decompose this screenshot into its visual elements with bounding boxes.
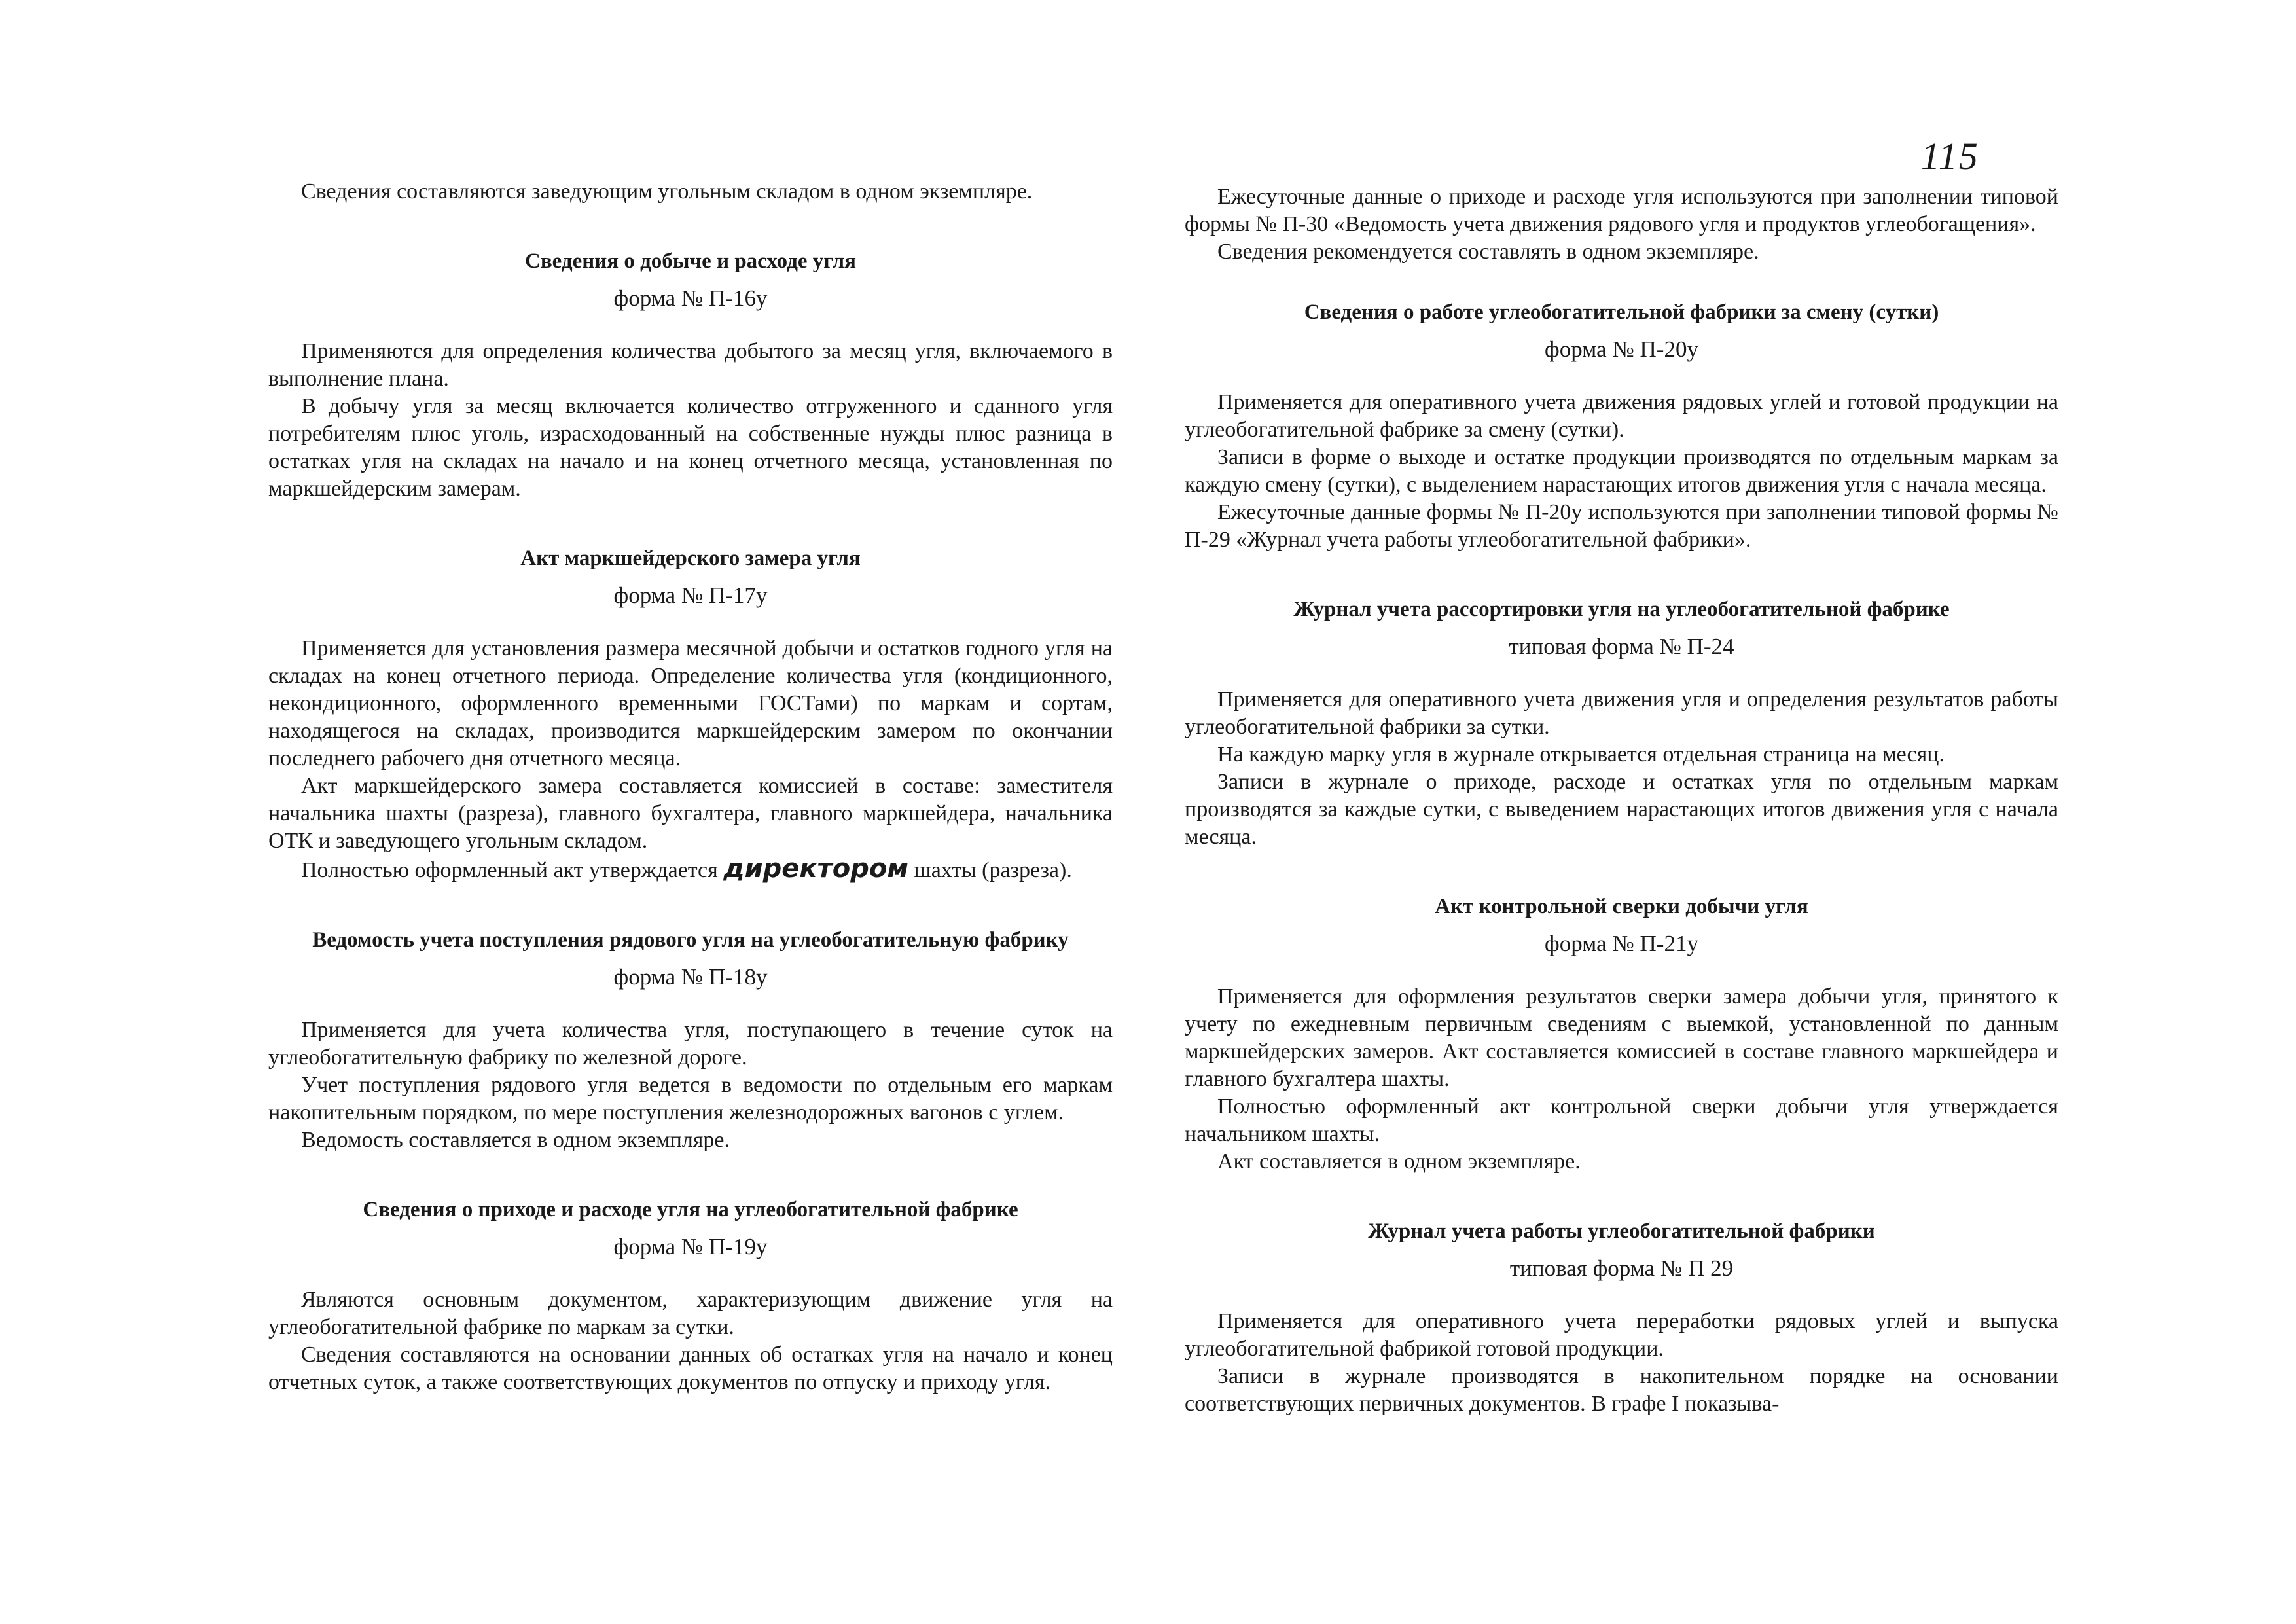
paragraph-text: шахты (разреза).	[914, 858, 1072, 882]
paragraph: Акт маркшейдерского замера составляется комиссией в составе: заместителя начальника шахты (разреза), главного бухгалтера, главного маркшейдера, начальника ОТК и заведующего угольным складом.	[268, 774, 1113, 853]
page-number: 115	[1921, 135, 1979, 177]
paragraph: Записи в журнале производятся в накопительном порядке на основании соответствующих первичных документов. В графе I показыва-	[1185, 1364, 2058, 1416]
paragraph: Учет поступления рядового угля ведется в ведомости по отдельным его маркам накопительным порядком, по мере поступления железнодорожных вагонов с углем.	[268, 1073, 1113, 1125]
form-number: форма № П-19у	[613, 1234, 768, 1259]
paragraph	[268, 855, 1113, 884]
form-number: типовая форма № П-24	[1509, 634, 1734, 659]
section-title: Сведения о работе углеобогатительной фабрики за смену (сутки)	[1304, 300, 1939, 324]
paragraph: Ежесуточные данные формы № П-20у используются при заполнении типовой формы № П-29 «Журнал учета работы углеобогатительной фабрики».	[1185, 500, 2058, 552]
paragraph: Сведения составляются заведующим угольным складом в одном экземпляре.	[301, 179, 1033, 204]
paragraph: Применяется для оформления результатов сверки замера добычи угля, принятого к учету по ежедневным первичным сведениям с выемкой, установленной по данным маркшейдерских замеров. Акт составляется комиссией в составе главного маркшейдера и главного бухгалтера шахты.	[1185, 984, 2058, 1091]
form-number: форма № П-17у	[613, 583, 768, 608]
section-title: Акт маркшейдерского замера угля	[520, 547, 861, 570]
form-number: типовая форма № П 29	[1509, 1255, 1734, 1281]
paragraph: Сведения рекомендуется составлять в одном экземпляре.	[1217, 240, 1759, 264]
paragraph: Применяется для учета количества угля, поступающего в течение суток на углеобогатительную фабрику по железной дороге.	[268, 1018, 1113, 1070]
paragraph: Ежесуточные данные о приходе и расходе угля используются при заполнении типовой формы № П-30 «Ведомость учета движения рядового угля и продуктов углеобогащения».	[1185, 185, 2058, 236]
form-number: форма № П-18у	[613, 964, 768, 990]
paragraph: Записи в журнале о приходе, расходе и остатках угля по отдельным маркам производятся за каждые сутки, с выведением нарастающих итогов движения угля с начала месяца.	[1185, 770, 2058, 849]
paragraph: Полностью оформленный акт контрольной сверки добычи угля утверждается начальником шахты.	[1185, 1094, 2058, 1146]
section-title: Журнал учета работы углеобогатительной фабрики	[1368, 1219, 1875, 1243]
paragraph-text: Полностью оформленный акт утверждается	[301, 858, 718, 882]
paragraph: Применяется для оперативного учета движения рядовых углей и готовой продукции на углеобогатительной фабрике за смену (сутки).	[1185, 390, 2058, 442]
form-number: форма № П-16у	[613, 285, 768, 311]
section-title: Акт контрольной сверки добычи угля	[1435, 895, 1808, 918]
paragraph: Записи в форме о выходе и остатке продукции производятся по отдельным маркам за каждую смену (сутки), с выделением нарастающих итогов движения угля с начала месяца.	[1185, 445, 2058, 497]
section-title: Сведения о приходе и расходе угля на углеобогатительной фабрике	[363, 1198, 1018, 1221]
form-number: форма № П-20у	[1545, 336, 1698, 362]
section-title: Сведения о добыче и расходе угля	[525, 249, 856, 273]
paragraph: Ведомость составляется в одном экземпляре.	[301, 1128, 730, 1152]
left-column	[268, 178, 1113, 1396]
section-title: Журнал учета рассортировки угля на углеобогатительной фабрике	[1293, 598, 1950, 621]
right-column	[1185, 183, 2058, 1418]
paragraph: Являются основным документом, характеризующим движение угля на углеобогатительной фабрике по маркам за сутки.	[268, 1288, 1113, 1339]
paragraph: Применяется для оперативного учета переработки рядовых углей и выпуска углеобогатительной фабрикой готовой продукции.	[1185, 1309, 2058, 1361]
paragraph: Применяется для оперативного учета движения угля и определения результатов работы углеобогатительной фабрики за сутки.	[1185, 687, 2058, 739]
paragraph: Применяются для определения количества добытого за месяц угля, включаемого в выполнение плана.	[268, 339, 1113, 391]
paragraph: В добычу угля за месяц включается количество отгруженного и сданного угля потребителям плюс уголь, израсходованный на собственные нужды плюс разница в остатках угля на складах на начало и на конец отчетного месяца, установленная по маркшейдерским замерам.	[268, 394, 1113, 501]
paragraph: Акт составляется в одном экземпляре.	[1217, 1149, 1581, 1174]
section-title: Ведомость учета поступления рядового угля на углеобогатительную фабрику	[312, 928, 1069, 952]
paragraph: Сведения составляются на основании данных об остатках угля на начало и конец отчетных суток, а также соответствующих документов по отпуску и приходу угля.	[268, 1343, 1113, 1394]
paragraph: Применяется для установления размера месячной добычи и остатков годного угля на складах на конец отчетного периода. Определение количества угля (кондиционного, некондиционного, оформленного временными ГОСТами) по маркам и сортам, находящегося на складах, производится маркшейдерским замером по окончании последнего рабочего дня отчетного месяца.	[268, 636, 1113, 770]
paragraph: На каждую марку угля в журнале открывается отдельная страница на месяц.	[1217, 742, 1945, 767]
form-number: форма № П-21у	[1545, 931, 1698, 956]
handwritten-correction: директором	[723, 854, 909, 884]
